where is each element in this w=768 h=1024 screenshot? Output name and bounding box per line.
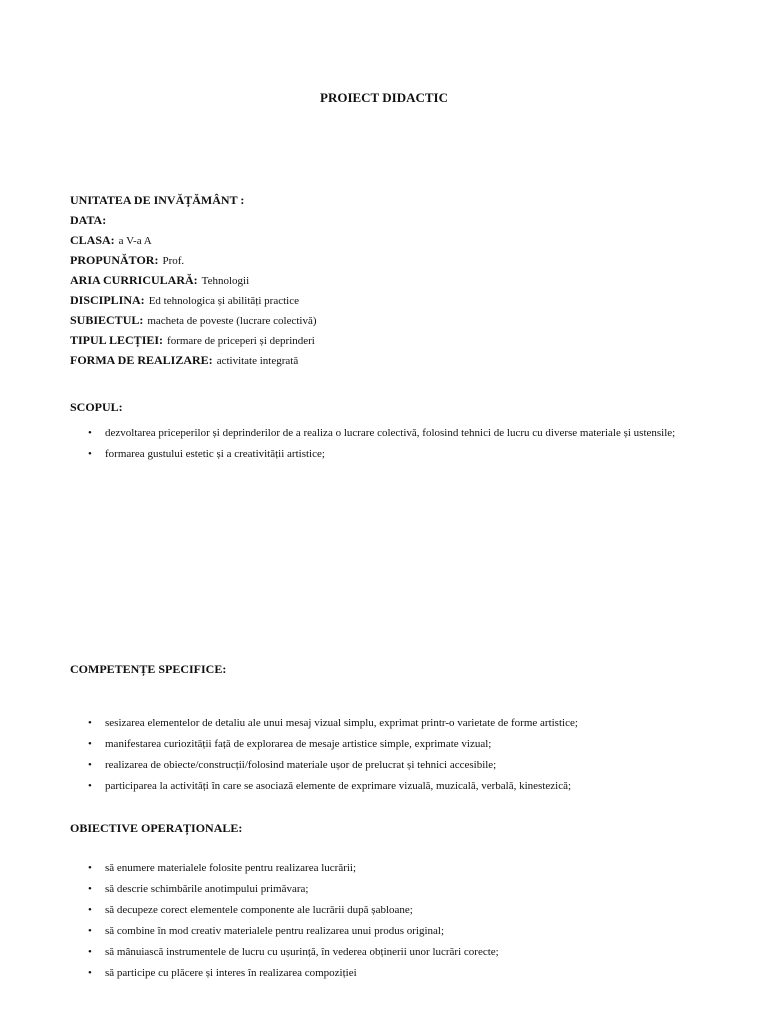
info-row-data — [70, 212, 710, 232]
info-value: a V-a A — [118, 235, 152, 247]
list-item: • să decupeze corect elementele componente ale lucrării după șabloane; — [88, 900, 688, 921]
info-row-aria — [70, 272, 710, 292]
info-value: Prof. — [162, 255, 185, 267]
info-label: TIPUL LECȚIEI: — [70, 333, 164, 347]
info-label: FORMA DE REALIZARE: — [70, 353, 213, 367]
info-label: ARIA CURRICULARĂ: — [70, 273, 198, 287]
info-value: Tehnologii — [201, 275, 250, 287]
info-label: CLASA: — [70, 233, 115, 247]
info-label: UNITATEA DE INVĂȚĂMÂNT : — [70, 193, 245, 207]
info-block — [70, 192, 710, 372]
list-item: • să participe cu plăcere și interes în realizarea compoziției — [88, 963, 688, 984]
info-row-tipul — [70, 332, 710, 352]
obiective-list — [88, 858, 688, 984]
list-item: • să descrie schimbările anotimpului primăvara; — [88, 879, 688, 900]
info-row-disciplina — [70, 292, 710, 312]
info-value: formare de priceperi și deprinderi — [167, 335, 315, 347]
list-item: • formarea gustului estetic și a creativității artistice; — [88, 444, 688, 465]
competente-heading: COMPETENȚE SPECIFICE: — [70, 662, 227, 676]
list-item: • dezvoltarea priceperilor și deprinderilor de a realiza o lucrare colectivă, folosind tehnici de lucru cu diverse materiale și ustensile; — [88, 423, 688, 444]
info-value: activitate integrată — [216, 355, 299, 367]
info-row-unitatea — [70, 192, 710, 212]
scopul-list — [88, 423, 688, 465]
info-value: Ed tehnologica și abilități practice — [148, 295, 299, 307]
competente-list — [88, 713, 688, 797]
info-row-forma — [70, 352, 710, 372]
info-label: SUBIECTUL: — [70, 313, 144, 327]
scopul-heading: SCOPUL: — [70, 400, 123, 414]
info-row-clasa — [70, 232, 710, 252]
info-row-propunator — [70, 252, 710, 272]
list-item: • să enumere materialele folosite pentru realizarea lucrării; — [88, 858, 688, 879]
info-row-subiectul — [70, 312, 710, 332]
obiective-heading: OBIECTIVE OPERAȚIONALE: — [70, 821, 243, 835]
document-title: PROIECT DIDACTIC — [320, 90, 448, 105]
list-item: • participarea la activități în care se asociază elemente de exprimare vizuală, muzicală, verbală, kinestezică; — [88, 776, 688, 797]
list-item: • să mânuiască instrumentele de lucru cu ușurință, în vederea obținerii unor lucrări corecte; — [88, 942, 688, 963]
list-item: • sesizarea elementelor de detaliu ale unui mesaj vizual simplu, exprimat printr-o varietate de forme artistice; — [88, 713, 688, 734]
list-item: • să combine în mod creativ materialele pentru realizarea unui produs original; — [88, 921, 688, 942]
info-label: DISCIPLINA: — [70, 293, 145, 307]
info-label: PROPUNĂTOR: — [70, 253, 159, 267]
info-value: macheta de poveste (lucrare colectivă) — [147, 315, 317, 327]
info-label: DATA: — [70, 213, 107, 227]
list-item: • manifestarea curiozității față de explorarea de mesaje artistice simple, exprimate vizual; — [88, 734, 688, 755]
list-item: • realizarea de obiecte/construcții/folosind materiale ușor de prelucrat și tehnici accesibile; — [88, 755, 688, 776]
